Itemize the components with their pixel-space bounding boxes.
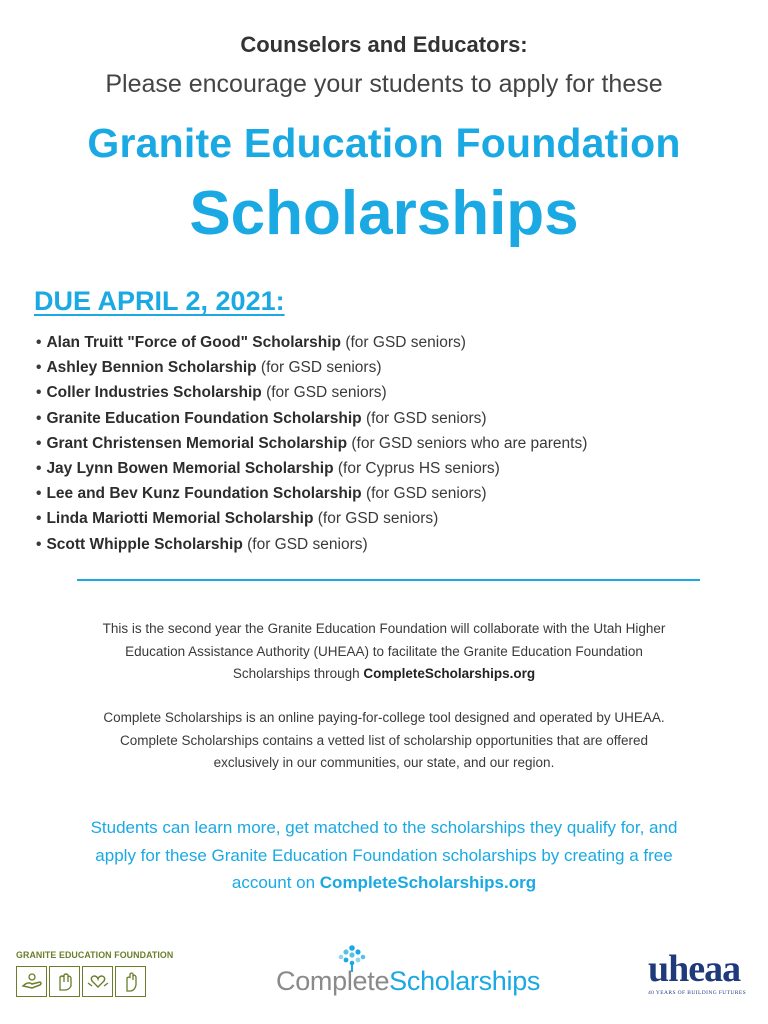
scholarship-name: Lee and Bev Kunz Foundation Scholarship [46,485,362,503]
eligibility-note: (for GSD seniors) [317,510,439,528]
paragraph-line: This is the second year the Granite Education Foundation will collaborate with the Utah Higher [102,621,666,636]
scholarship-name: Coller Industries Scholarship [46,384,262,402]
scholarship-name: Granite Education Foundation Scholarship [46,409,362,427]
complete-scholarships-logo [276,944,541,1000]
paragraph-line: exclusively in our communities, our state, and our region. [213,755,555,770]
granite-education-foundation-logo [16,950,174,1006]
cta-line: apply for these Granite Education Foundation scholarships by creating a free [95,845,673,865]
hand-apple-icon [49,966,80,997]
list-item [36,456,587,481]
scholarship-name: Jay Lynn Bowen Memorial Scholarship [46,460,334,478]
wordmark-complete: Complete [276,966,390,996]
list-item [36,431,587,456]
list-item [36,532,587,557]
uheaa-tagline: 40 YEARS OF BUILDING FUTURES [648,990,747,996]
paragraph-line: Complete Scholarships contains a vetted list of scholarship opportunities that are offered [119,732,649,748]
wordmark-scholarships: Scholarships [389,966,541,996]
list-item [36,506,587,531]
section-divider [77,579,700,581]
encourage-line: Please encourage your students to apply for these [105,70,663,98]
cta-line: account on [231,873,320,892]
bullet: • [36,510,42,528]
scholarship-list [36,330,587,557]
gef-logo-icons [16,966,156,997]
collaboration-paragraph [30,618,738,686]
uheaa-logo [648,950,758,1006]
scholarships-title: Scholarships [189,179,579,248]
eligibility-note: (for GSD seniors) [260,359,382,377]
tool-description-paragraph [30,707,738,775]
foundation-title: Granite Education Foundation [87,120,681,166]
gef-logo-text: GRANITE EDUCATION FOUNDATION [16,950,174,961]
website-link[interactable]: CompleteScholarships.org [363,666,536,681]
due-date-heading: DUE APRIL 2, 2021: [34,286,285,316]
scholarship-name: Linda Mariotti Memorial Scholarship [46,510,314,528]
complete-scholarships-wordmark [276,966,540,997]
bullet: • [36,359,42,377]
website-link[interactable]: CompleteScholarships.org [319,873,537,892]
scholarship-name: Alan Truitt "Force of Good" Scholarship [46,334,342,351]
call-to-action [18,814,750,897]
paragraph-line: Scholarships through [232,666,364,681]
paragraph-line: Education Assistance Authority (UHEAA) to facilitate the Granite Education Foundation [125,643,643,659]
eligibility-note: (for Cyprus HS seniors) [337,460,500,478]
eligibility-note: (for GSD seniors) [266,384,387,402]
cta-line: Students can learn more, get matched to the scholarships they qualify for, and [90,818,678,837]
uheaa-wordmark: uheaa [648,948,741,990]
eligibility-note: (for GSD seniors) [247,535,368,553]
eligibility-note: (for GSD seniors who are parents) [351,434,588,452]
list-item [36,330,587,355]
scholarship-name: Grant Christensen Memorial Scholarship [46,434,348,452]
audience-heading: Counselors and Educators: [240,32,528,57]
bullet: • [36,535,42,553]
bullet: • [36,460,42,478]
bullet: • [36,409,42,427]
eligibility-note: (for GSD seniors) [345,334,466,351]
paragraph-line: Complete Scholarships is an online paying-for-college tool designed and operated by UHEAA. [103,710,665,725]
bullet: • [36,434,42,452]
list-item [36,355,587,380]
eligibility-note: (for GSD seniors) [365,409,487,427]
list-item [36,380,587,405]
handshake-heart-icon [82,966,113,997]
bullet: • [36,334,42,351]
list-item [36,406,587,431]
scholarship-name: Ashley Bennion Scholarship [46,359,257,377]
bullet: • [36,485,42,503]
eligibility-note: (for GSD seniors) [365,485,487,503]
hand-heart-icon [16,966,47,997]
raised-hand-icon [115,966,146,997]
list-item [36,481,587,506]
scholarship-name: Scott Whipple Scholarship [46,535,243,553]
bullet: • [36,384,42,402]
